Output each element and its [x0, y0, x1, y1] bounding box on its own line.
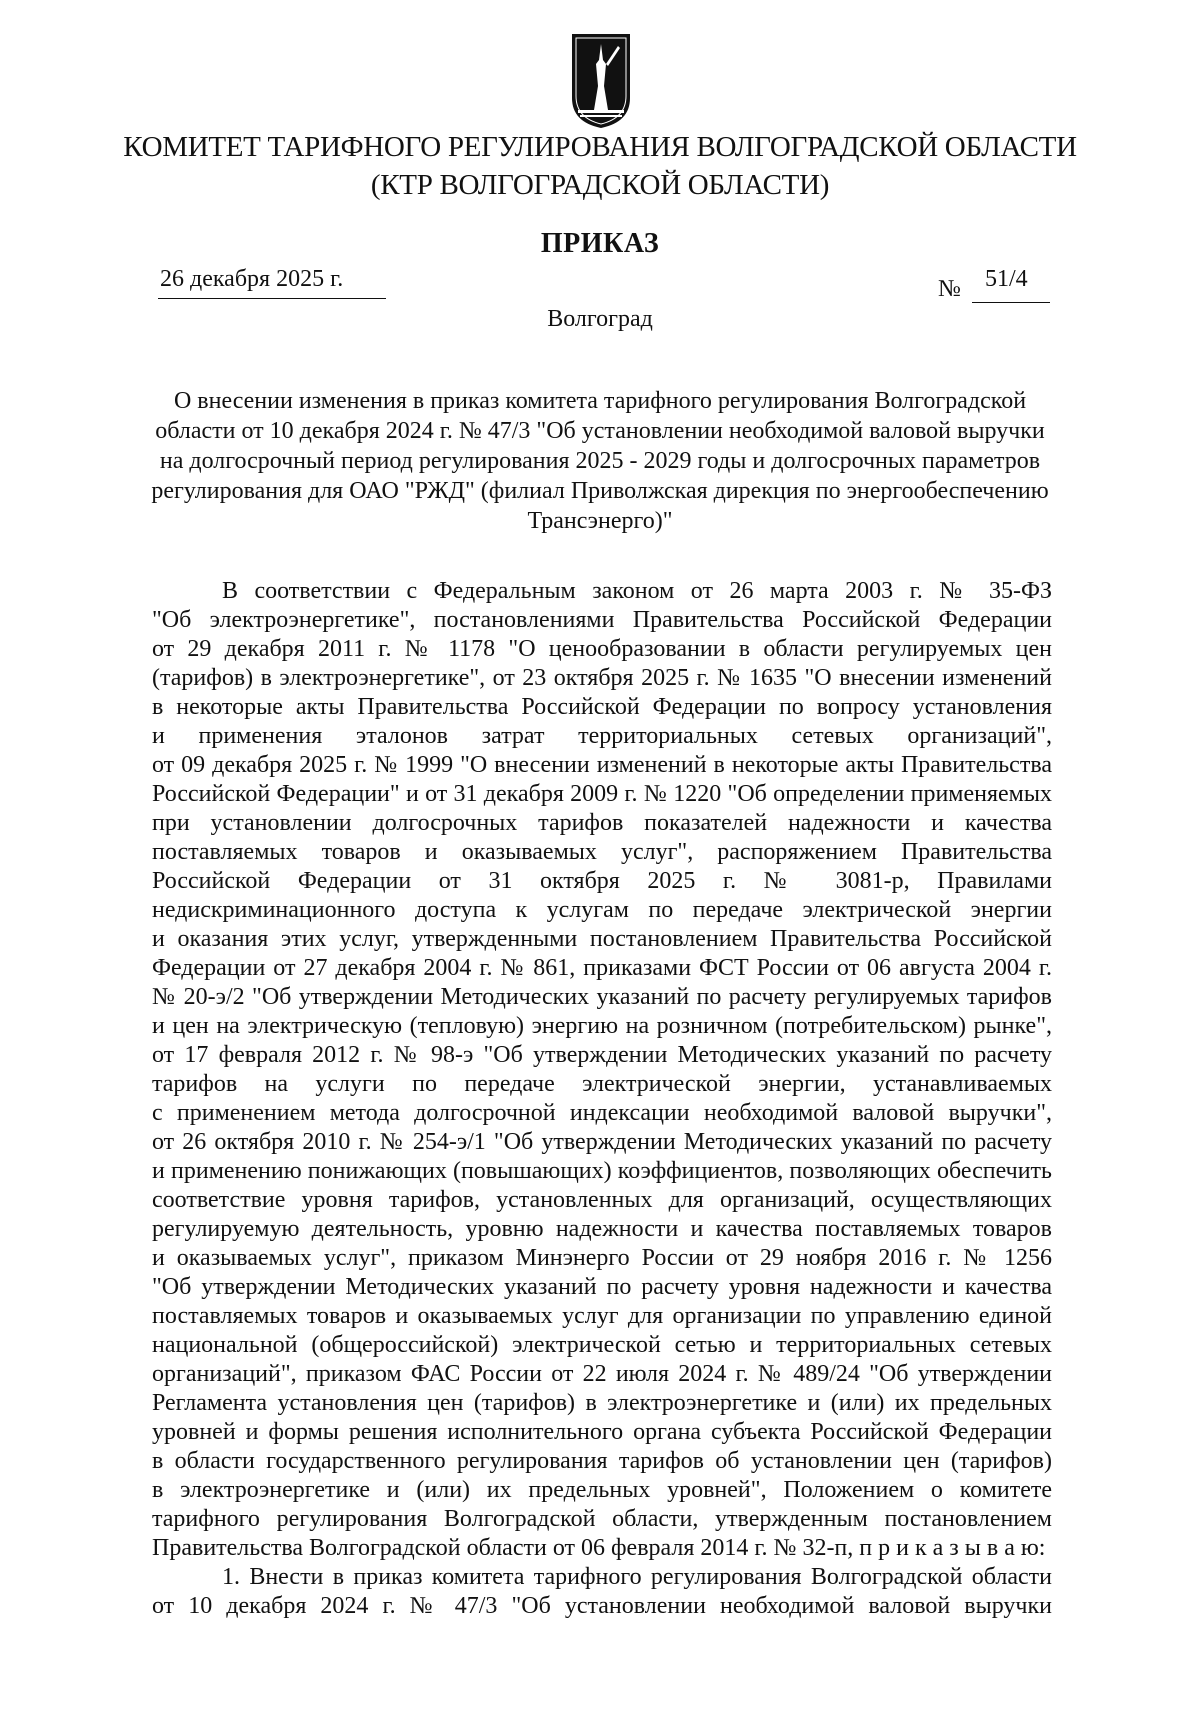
body-line: организаций", приказом ФАС России от 22 июля 2024 г. № 489/24 "Об утверждении — [152, 1361, 1052, 1387]
coat-of-arms-emblem — [568, 30, 634, 130]
document-city: Волгоград — [547, 306, 653, 332]
body-line: от 17 февраля 2012 г. № 98-э "Об утверждении Методических указаний по расчету — [152, 1042, 1052, 1068]
body-line: от 10 декабря 2024 г. № 47/3 "Об установлении необходимой валовой выручки — [152, 1593, 1052, 1619]
document-date: 26 декабря 2025 г. — [160, 266, 344, 292]
body-line: при установлении долгосрочных тарифов показателей надежности и качества — [152, 810, 1052, 836]
body-line: № 20-э/2 "Об утверждении Методических указаний по расчету регулируемых тарифов — [152, 984, 1052, 1010]
body-line: регулируемую деятельность, уровню надежности и качества поставляемых товаров — [152, 1216, 1052, 1242]
body-line: Правительства Волгоградской области от 06 февраля 2014 г. № 32-п, п р и к а з ы в а ю: — [152, 1535, 1046, 1561]
body-line: национальной (общероссийской) электрической сетью и территориальных сетевых — [152, 1332, 1052, 1358]
document-number: 51/4 — [985, 266, 1028, 292]
subject-line: на долгосрочный период регулирования 2025 - 2029 годы и долгосрочных параметров — [159, 448, 1041, 474]
body-line: от 26 октября 2010 г. № 254-э/1 "Об утверждении Методических указаний по расчету — [152, 1129, 1052, 1155]
body-line: с применением метода долгосрочной индексации необходимой валовой выручки", — [152, 1100, 1052, 1126]
body-line: в области государственного регулирования тарифов об установлении цен (тарифов) — [152, 1448, 1052, 1474]
body-line: Российской Федерации от 31 октября 2025 г. № 3081-р, Правилами — [152, 868, 1052, 894]
body-line: в некоторые акты Правительства Российской Федерации по вопросу установления — [152, 694, 1052, 720]
body-line: в электроэнергетике и (или) их предельных уровней", Положением о комитете — [152, 1477, 1052, 1503]
document-body — [152, 577, 1052, 1621]
body-line: и оказываемых услуг", приказом Минэнерго России от 29 ноября 2016 г. № 1256 — [152, 1245, 1052, 1271]
body-line: от 09 декабря 2025 г. № 1999 "О внесении изменений в некоторые акты Правительства — [152, 752, 1052, 778]
body-line: и оказания этих услуг, утвержденными постановлением Правительства Российской — [152, 926, 1052, 952]
number-sign: № — [938, 276, 961, 302]
body-line: поставляемых товаров и оказываемых услуг для организации по управлению единой — [152, 1303, 1052, 1329]
organization-short-name: (КТР ВОЛГОГРАДСКОЙ ОБЛАСТИ) — [370, 169, 830, 201]
body-line: Регламента установления цен (тарифов) в электроэнергетике и (или) их предельных — [152, 1390, 1052, 1416]
document-subject — [140, 386, 1060, 536]
subject-line: регулирования для ОАО "РЖД" (филиал Приволжская дирекция по энергообеспечению — [151, 478, 1049, 504]
number-underline — [972, 302, 1050, 303]
body-line: недискриминационного доступа к услугам по передаче электрической энергии — [152, 897, 1052, 923]
subject-line: О внесении изменения в приказ комитета тарифного регулирования Волгоградской — [173, 388, 1027, 414]
body-line: и цен на электрическую (тепловую) энергию на розничном (потребительском) рынке", — [152, 1013, 1052, 1039]
body-line: (тарифов) в электроэнергетике", от 23 октября 2025 г. № 1635 "О внесении изменений — [152, 665, 1052, 691]
body-line: тарифного регулирования Волгоградской области, утвержденным постановлением — [152, 1506, 1052, 1532]
body-line: и применения эталонов затрат территориальных сетевых организаций", — [152, 723, 1052, 749]
body-line: "Об утверждении Методических указаний по расчету уровня надежности и качества — [152, 1274, 1052, 1300]
document-type-title: ПРИКАЗ — [540, 228, 660, 259]
subject-line: области от 10 декабря 2024 г. № 47/3 "Об установлении необходимой валовой выручки — [155, 418, 1045, 444]
subject-line: Трансэнерго)" — [527, 508, 673, 534]
body-line: поставляемых товаров и оказываемых услуг", распоряжением Правительства — [152, 839, 1052, 865]
organization-name: КОМИТЕТ ТАРИФНОГО РЕГУЛИРОВАНИЯ ВОЛГОГРАДСКОЙ ОБЛАСТИ — [123, 131, 1077, 163]
body-line: Российской Федерации" и от 31 декабря 2009 г. № 1220 "Об определении применяемых — [152, 781, 1052, 807]
body-line: уровней и формы решения исполнительного органа субъекта Российской Федерации — [152, 1419, 1052, 1445]
body-line: и применению понижающих (повышающих) коэффициентов, позволяющих обеспечить — [152, 1158, 1052, 1184]
body-line: от 29 декабря 2011 г. № 1178 "О ценообразовании в области регулируемых цен — [152, 636, 1052, 662]
body-line: "Об электроэнергетике", постановлениями Правительства Российской Федерации — [152, 607, 1052, 633]
body-line: Федерации от 27 декабря 2004 г. № 861, приказами ФСТ России от 06 августа 2004 г. — [152, 955, 1052, 981]
body-line: соответствие уровня тарифов, установленных для организаций, осуществляющих — [152, 1187, 1052, 1213]
date-underline — [158, 298, 386, 299]
body-line: В соответствии с Федеральным законом от 26 марта 2003 г. № 35-ФЗ — [222, 578, 1052, 604]
body-line: тарифов на услуги по передаче электрической энергии, устанавливаемых — [152, 1071, 1052, 1097]
body-line: 1. Внести в приказ комитета тарифного регулирования Волгоградской области — [222, 1564, 1052, 1590]
